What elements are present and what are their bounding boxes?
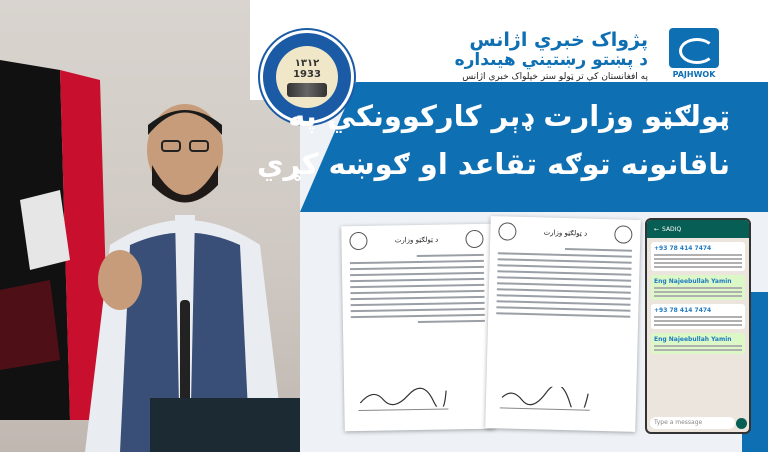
agency-name-line2: د پښتو رښتيني هيىداره (454, 49, 648, 70)
chat-contact-name: SADIQ (662, 225, 682, 233)
chat-message: Eng Najeebullah Yamin (651, 333, 745, 354)
seal-year-hijri: ۱۳۱۲ (294, 57, 320, 69)
emblem-icon (614, 225, 632, 243)
agency-name-line1: پژواک خبري اژانس (469, 29, 648, 51)
chat-header (647, 220, 749, 238)
signature-icon (500, 381, 591, 410)
headline (256, 92, 730, 188)
emblem-icon (465, 230, 483, 248)
pajhwok-logo-text: PAJHWOK (672, 70, 716, 79)
text-line (497, 294, 631, 300)
text-line (497, 282, 631, 288)
text-line (351, 314, 485, 318)
text-line (498, 258, 632, 264)
text-line (564, 248, 632, 252)
text-line (416, 254, 484, 257)
text-line (497, 264, 631, 270)
text-line (498, 252, 632, 258)
text-line (417, 320, 485, 323)
emblem-icon (349, 232, 367, 250)
text-line (496, 312, 630, 318)
message-input: Type a message (650, 417, 735, 429)
text-line (497, 276, 631, 282)
document-letter-2 (485, 216, 640, 432)
chat-message: +93 78 414 7474 (651, 304, 745, 329)
agency-branding (455, 30, 648, 82)
text-line (350, 278, 484, 282)
text-line (350, 290, 484, 294)
podium (150, 398, 300, 452)
chat-message: +93 78 414 7474 (651, 242, 745, 271)
text-line (350, 272, 484, 276)
phone-chat-screenshot (645, 218, 751, 434)
agency-tagline: په افغانستان کې تر ټولو ستر خپلواک خبري اژانس (462, 72, 648, 83)
send-icon (736, 418, 747, 429)
text-line (350, 260, 484, 264)
text-line (350, 266, 484, 270)
microphone (180, 300, 190, 410)
doc-title: د ټولګټو وزارت (394, 235, 439, 245)
headline-line1: ټولګټو وزارت ډېر کارکوونکي په (288, 99, 730, 133)
text-line (350, 296, 484, 300)
text-line (350, 284, 484, 288)
text-line (497, 270, 631, 276)
text-line (497, 288, 631, 294)
headline-line2: ناقانونه توګه تقاعد او ګوښه کړي (256, 147, 730, 181)
signature-icon (358, 382, 448, 411)
text-line (351, 308, 485, 312)
text-line (496, 306, 630, 312)
text-line (497, 300, 631, 306)
text-line (351, 302, 485, 306)
document-letter-1 (341, 224, 495, 432)
back-arrow-icon: ← (654, 225, 660, 233)
seal-year-gregorian: 1933 (293, 68, 321, 80)
emblem-icon (498, 222, 516, 240)
doc-title: د ټولګټو وزارت (543, 228, 588, 238)
pajhwok-logo (665, 28, 723, 84)
pajhwok-mark-icon (669, 28, 719, 68)
chat-message: Eng Najeebullah Yamin (651, 275, 745, 300)
